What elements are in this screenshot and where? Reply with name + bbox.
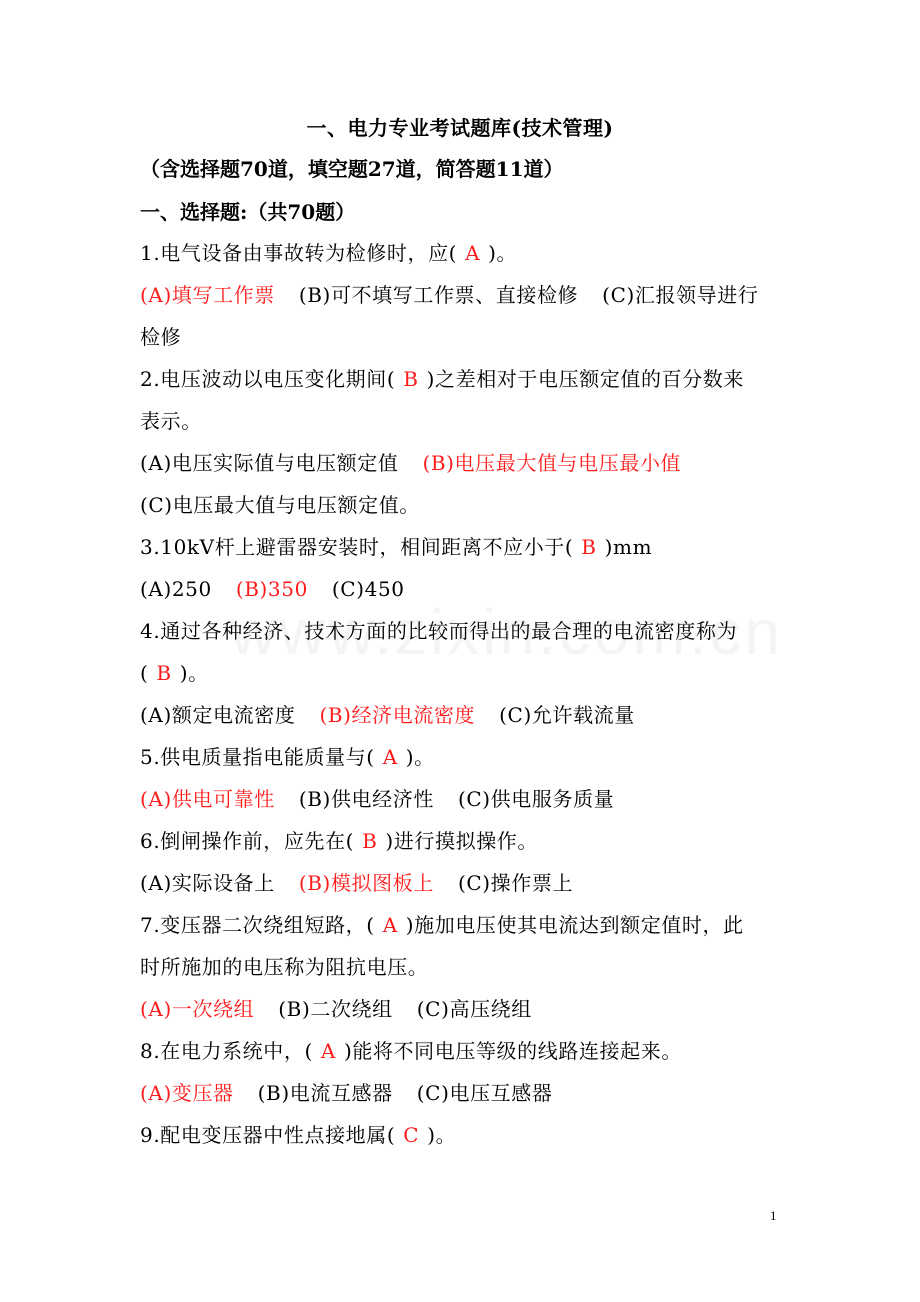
question-text: )施加电压使其电流达到额定值时，此	[405, 913, 744, 937]
option: (C)电压最大值与电压额定值。	[140, 493, 420, 517]
question-text: 8.在电力系统中，(	[140, 1039, 313, 1063]
option-continuation: 检修	[140, 325, 182, 349]
question-line	[140, 904, 785, 946]
question-line	[140, 358, 785, 400]
question-text: 7.变压器二次绕组短路，(	[140, 913, 375, 937]
answer-letter: A	[382, 913, 398, 937]
question-text: 2.电压波动以电压变化期间(	[140, 367, 396, 391]
question-line	[140, 946, 785, 988]
question-text: 6.倒闸操作前，应先在(	[140, 829, 355, 853]
question-text: )。	[405, 745, 435, 769]
document-subtitle: （含选择题70道，填空题27道，简答题11道）	[140, 157, 564, 181]
answer-letter: A	[382, 745, 398, 769]
answer-letter: C	[403, 1123, 420, 1147]
question-text: )之差相对于电压额定值的百分数来	[426, 367, 745, 391]
answer-letter: B	[581, 535, 597, 559]
option: (C)450	[331, 577, 405, 601]
option-line	[140, 484, 785, 526]
option: (C)电压互感器	[416, 1081, 553, 1105]
option-correct: (A)变压器	[140, 1081, 234, 1105]
option-line	[140, 274, 785, 316]
question-line	[140, 1030, 785, 1072]
option-correct: (A)供电可靠性	[140, 787, 275, 811]
answer-letter: B	[362, 829, 378, 853]
question-text: )。	[488, 241, 518, 265]
option: (C)允许载流量	[499, 703, 635, 727]
question-text: 9.配电变压器中性点接地属(	[140, 1123, 396, 1147]
option-correct: (B)电压最大值与电压最小值	[422, 451, 682, 475]
question-text: )。	[427, 1123, 457, 1147]
option: (B)供电经济性	[298, 787, 434, 811]
option-line	[140, 442, 785, 484]
answer-letter: A	[320, 1039, 336, 1063]
answer-letter: B	[156, 661, 172, 685]
option: (B)可不填写工作票、直接检修	[298, 283, 579, 307]
question-text: (	[140, 661, 149, 685]
option-line	[140, 316, 785, 358]
option-line	[140, 1072, 785, 1114]
option: (C)供电服务质量	[457, 787, 615, 811]
question-text: 3.10kV杆上避雷器安装时，相间距离不应小于(	[140, 535, 574, 559]
question-line	[140, 610, 785, 652]
option: (C)高压绕组	[416, 997, 532, 1021]
question-text: )进行摸拟操作。	[385, 829, 539, 853]
option: (A)实际设备上	[140, 871, 275, 895]
question-line	[140, 232, 785, 274]
option-correct: (B)350	[235, 577, 308, 601]
question-line	[140, 652, 785, 694]
question-text: )。	[179, 661, 209, 685]
option-line	[140, 778, 785, 820]
answer-letter: B	[403, 367, 419, 391]
option: (C)汇报领导进行	[602, 283, 759, 307]
option: (B)电流互感器	[257, 1081, 393, 1105]
question-text: 4.通过各种经济、技术方面的比较而得出的最合理的电流密度称为	[140, 619, 738, 643]
option-correct: (A)填写工作票	[140, 283, 275, 307]
question-text: 1.电气设备由事故转为检修时，应(	[140, 241, 458, 265]
section-heading: 一、选择题:（共70题）	[140, 200, 356, 224]
question-list	[140, 232, 785, 1156]
question-text: )能将不同电压等级的线路连接起来。	[343, 1039, 682, 1063]
document-title: 一、电力专业考试题库(技术管理)	[306, 116, 614, 140]
question-text: 表示。	[140, 409, 202, 433]
question-line	[140, 526, 785, 568]
option-correct: (B)经济电流密度	[319, 703, 476, 727]
question-line	[140, 736, 785, 778]
question-text: )mm	[604, 535, 653, 559]
option-line	[140, 568, 785, 610]
answer-letter: A	[465, 241, 481, 265]
question-text: 5.供电质量指电能质量与(	[140, 745, 375, 769]
option: (A)额定电流密度	[140, 703, 296, 727]
question-text: 时所施加的电压称为阻抗电压。	[140, 955, 429, 979]
page-number: 1	[770, 1208, 777, 1223]
question-line	[140, 400, 785, 442]
option-line	[140, 988, 785, 1030]
option-line	[140, 862, 785, 904]
option-correct: (B)模拟图板上	[298, 871, 434, 895]
option: (C)操作票上	[457, 871, 574, 895]
option-line	[140, 694, 785, 736]
option: (A)电压实际值与电压额定值	[140, 451, 399, 475]
option: (B)二次绕组	[278, 997, 393, 1021]
option-correct: (A)一次绕组	[140, 997, 255, 1021]
question-line	[140, 820, 785, 862]
option: (A)250	[140, 577, 212, 601]
question-line	[140, 1114, 785, 1156]
